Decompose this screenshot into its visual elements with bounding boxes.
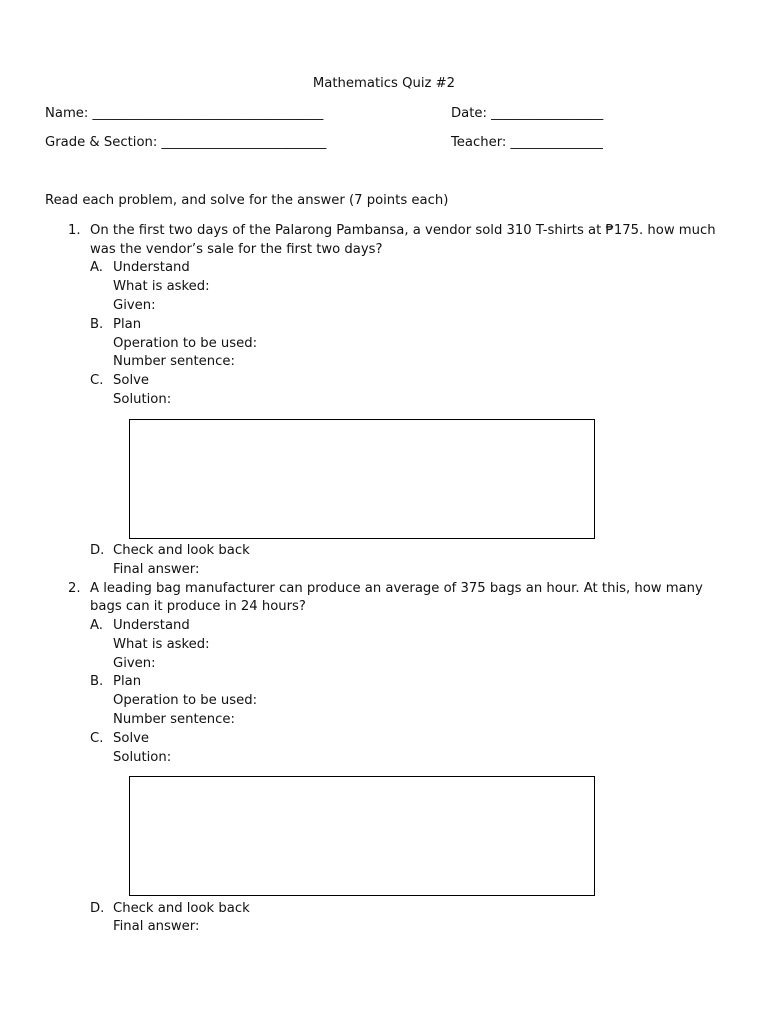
- problem-2-step-d-letter: D.: [90, 901, 105, 916]
- problem-2-text-line2: bags can it produce in 24 hours?: [90, 599, 306, 614]
- problem-2-solution-box: [129, 776, 595, 896]
- problem-1-step-d-letter: D.: [90, 543, 105, 558]
- problem-1-step-c-letter: C.: [90, 373, 104, 388]
- problem-2-text-line1: A leading bag manufacturer can produce an average of 375 bags an hour. At this, how many: [90, 581, 703, 596]
- problem-1-text-line2: was the vendor’s sale for the first two days?: [90, 242, 383, 257]
- problem-1-what-is-asked: What is asked:: [113, 279, 210, 294]
- problem-1-solution-label: Solution:: [113, 392, 172, 407]
- page-title: Mathematics Quiz #2: [312, 76, 456, 91]
- problem-2-number: 2.: [68, 581, 81, 596]
- instructions: Read each problem, and solve for the answer (7 points each): [45, 193, 449, 208]
- problem-2-step-b-letter: B.: [90, 674, 104, 689]
- problem-2-given: Given:: [113, 656, 156, 671]
- problem-2-final-answer: Final answer:: [113, 919, 200, 934]
- problem-1-final-answer: Final answer:: [113, 562, 200, 577]
- problem-1-number-sentence: Number sentence:: [113, 354, 235, 369]
- problem-2-step-b-label: Plan: [113, 674, 142, 689]
- problem-1-operation: Operation to be used:: [113, 336, 258, 351]
- problem-2-step-d-label: Check and look back: [113, 901, 250, 916]
- problem-1-text-line1: On the first two days of the Palarong Pambansa, a vendor sold 310 T-shirts at ₱175. how much: [90, 223, 716, 238]
- date-field-label: Date: _________________: [451, 106, 604, 121]
- problem-1-step-a-label: Understand: [113, 260, 190, 275]
- grade-section-field-label: Grade & Section: _________________________: [45, 135, 327, 150]
- problem-2-what-is-asked: What is asked:: [113, 637, 210, 652]
- problem-2-step-a-letter: A.: [90, 618, 103, 633]
- problem-2-solution-label: Solution:: [113, 750, 172, 765]
- problem-2-operation: Operation to be used:: [113, 693, 258, 708]
- problem-1-step-d-label: Check and look back: [113, 543, 250, 558]
- problem-1-step-b-label: Plan: [113, 317, 142, 332]
- problem-1-solution-box: [129, 419, 595, 539]
- name-field-label: Name: ___________________________________: [45, 106, 324, 121]
- problem-2-step-c-letter: C.: [90, 731, 104, 746]
- problem-2-step-a-label: Understand: [113, 618, 190, 633]
- problem-1-step-c-label: Solve: [113, 373, 150, 388]
- problem-1-number: 1.: [68, 223, 81, 238]
- problem-1-given: Given:: [113, 298, 156, 313]
- problem-1-step-a-letter: A.: [90, 260, 103, 275]
- problem-2-step-c-label: Solve: [113, 731, 150, 746]
- problem-2-number-sentence: Number sentence:: [113, 712, 235, 727]
- teacher-field-label: Teacher: ______________: [451, 135, 603, 150]
- problem-1-step-b-letter: B.: [90, 317, 104, 332]
